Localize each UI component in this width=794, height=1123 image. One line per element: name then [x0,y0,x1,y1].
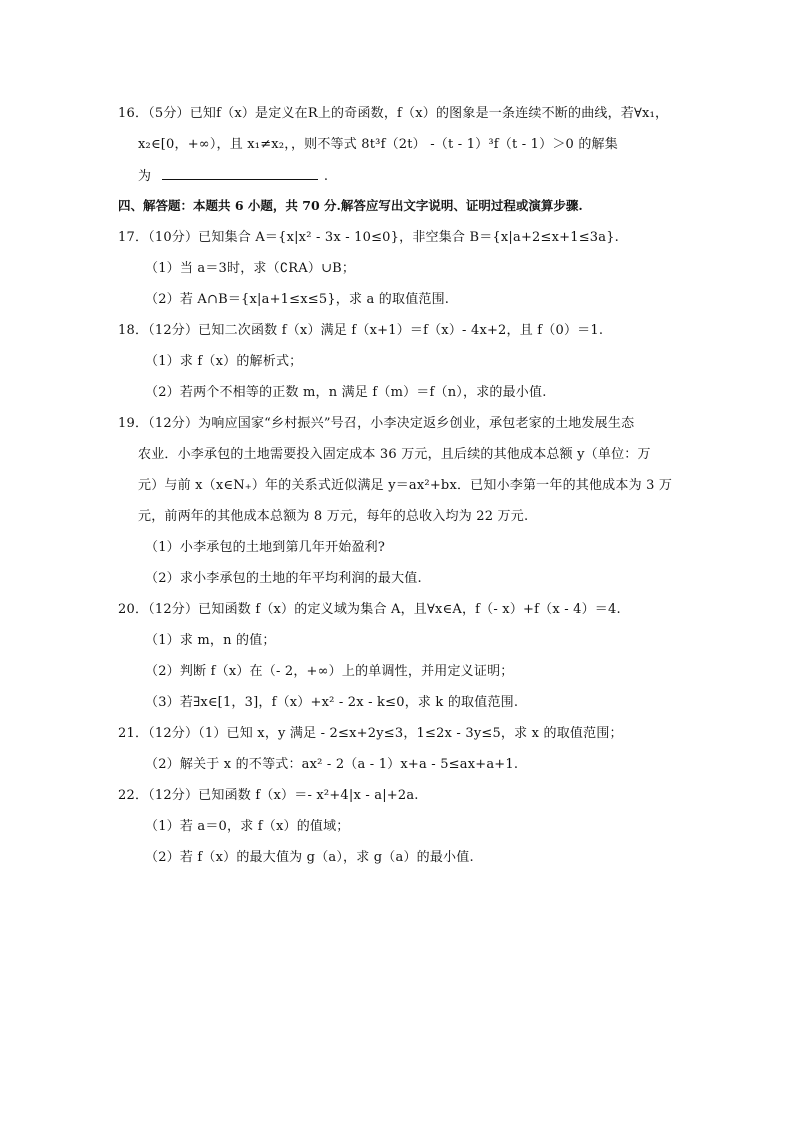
q20-part-2: （2）判断 f（x）在（- 2，+∞）上的单调性，并用定义证明； [145,664,514,679]
q20-stem: 20．（12分）已知函数 f（x）的定义域为集合 A，且∀x∈A，f（- x）+f（x - 4）＝4. [118,602,621,617]
q22-part-1: （1）若 a＝0，求 f（x）的值域； [145,819,350,834]
q22-stem: 22．（12分）已知函数 f（x）＝- x²+4|x - a|+2a. [118,788,419,803]
q21-stem: 21．（12分）（1）已知 x，y 满足 - 2≤x+2y≤3，1≤2x - 3y≤5，求 x 的取值范围； [118,726,623,741]
q18-part-2: （2）若两个不相等的正数 m，n 满足 f（m）＝f（n），求的最小值. [145,385,547,400]
q16-line-3-suffix: . [323,169,329,184]
q16-line-3-prefix: 为 [138,169,152,184]
q18-stem: 18．（12分）已知二次函数 f（x）满足 f（x+1）＝f（x）- 4x+2，且 f（0）＝1. [118,323,604,338]
q17-part-2: （2）若 A∩B＝{x|a+1≤x≤5}，求 a 的取值范围. [145,292,450,307]
q16-line-3 [138,165,328,187]
answer-blank [162,165,318,180]
q16-line-1: 16．（5分）已知f（x）是定义在R上的奇函数，f（x）的图象是一条连续不断的曲线，若∀x₁， [118,106,669,121]
section-4-heading: 四、解答题：本题共 6 小题，共 70 分.解答应写出文字说明、证明过程或演算步骤. [118,198,583,213]
q19-line-3: 元）与前 x（x∈N₊）年的关系式近似满足 y＝ax²+bx．已知小李第一年的其他成本为 3 万 [138,478,673,493]
q17-stem: 17．（10分）已知集合 A＝{x|x² - 3x - 10≤0}，非空集合 B＝{x|a+2≤x+1≤3a}. [118,230,620,245]
q19-line-1: 19．（12分）为响应国家“乡村振兴”号召，小李决定返乡创业，承包老家的土地发展生态 [118,416,635,431]
q21-part-2: （2）解关于 x 的不等式：ax² - 2（a - 1）x+a - 5≤ax+a+1. [145,757,519,772]
q20-part-1: （1）求 m，n 的值； [145,633,276,648]
q18-part-1: （1）求 f（x）的解析式； [145,354,303,369]
q22-part-2: （2）若 f（x）的最大值为 g（a），求 g（a）的最小值. [145,850,474,865]
q17-part-1: （1）当 a＝3时，求（∁RA）∪B； [145,261,356,276]
q20-part-3: （3）若∃x∈[1，3]，f（x）+x² - 2x - k≤0，求 k 的取值范围. [145,695,519,710]
q19-line-4: 元，前两年的其他成本总额为 8 万元，每年的总收入均为 22 万元. [138,509,529,524]
q19-part-1: （1）小李承包的土地到第几年开始盈利? [145,540,386,555]
q19-line-2: 农业．小李承包的土地需要投入固定成本 36 万元，且后续的其他成本总额 y（单位：万 [138,447,651,462]
q16-line-2: x₂∈[0，+∞），且 x₁≠x₂，，则不等式 8t³f（2t） -（t - 1）³f（t - 1）＞0 的解集 [138,137,618,152]
q19-part-2: （2）求小李承包的土地的年平均利润的最大值. [145,571,422,586]
